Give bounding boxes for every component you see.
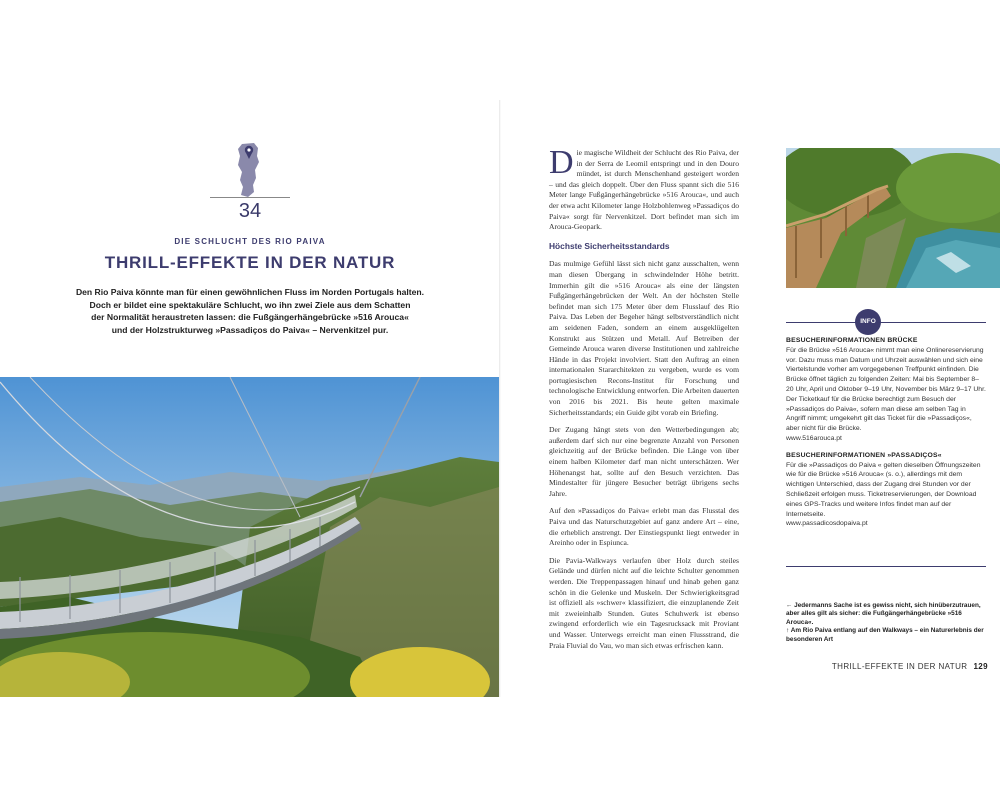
intro-line: der Normalität heraustreten lassen: die Fußgängerhängebrücke »516 Arouca« bbox=[91, 312, 409, 322]
page-title: THRILL-EFFEKTE IN DER NATUR bbox=[104, 253, 396, 272]
caption-line: ↑ Am Rio Paiva entlang auf den Walkways – ein Naturerlebnis der besonderen Art bbox=[786, 627, 984, 643]
info-url[interactable]: www.passadicosdopaiva.pt bbox=[786, 520, 868, 528]
photo-caption bbox=[786, 602, 986, 644]
subheading: Höchste Sicherheitsstandards bbox=[549, 240, 670, 251]
info-badge: INFO bbox=[855, 309, 881, 335]
info-heading: BESUCHERINFORMATIONEN BRÜCKE bbox=[786, 337, 918, 344]
info-text: Für die »Passadiços do Paiva « gelten dieselben Öffnungszeiten wie für die Brücke »516 Arouca« (s. o.), allerdings mit dem wichtigen Unterschied, dass der Zugang drei Stunden vor der Schließzeit erfolgen muss. Ticketreservierungen, der Download eines GPS-Tracks und weitere Infos findet man auf der Internetseite. www.passadicosdopaiva.pt bbox=[786, 461, 981, 528]
intro-text bbox=[60, 286, 440, 336]
paragraph: Die Pavia-Walkways verlaufen über Holz durch steiles Gelände und dürfen nicht auf die leichte Schulter genommen werden. Die Treppenpassagen hinauf und hinab gehen ganz schön in die Gelenke und Muskeln. Der Schwierigkeitsgrad ist offiziell als »schwer« klassifiziert, die einzuplanende Zeit mit zweieinhalb Stunden. Gutes Schuhwerk ist ebenso zwingend erforderlich wie ein Tagesrucksack mit Proviant und Wasser. Unterwegs erreicht man einen Flussstrand, die Praia Fluvial do Vau, wo man sich etwas erfrischen kann. bbox=[549, 555, 739, 650]
paragraph: Der Zugang hängt stets von den Wetterbedingungen ab; außerdem darf sich nur eine begrenzte Anzahl von Personen gleichzeitig auf der Brücke befinden. Die Länge von über einem halben Kilometer darf man nicht unterschätzen. Wer Höhenangst hat, sollte auf den Besuch verzichten. Das Mindestalter für jüngere Besucher beträgt übrigens sechs Jahre. bbox=[549, 425, 739, 498]
page-footer bbox=[820, 662, 988, 671]
paragraph: Die magische Wildheit der Schlucht des Rio Paiva, der in der Serra de Leomil entspringt und in den Douro mündet, ist durch Menschenhand gesteigert worden – und das gleich doppelt. Über den Fluss spannt sich die 516 Meter lange Fußgängerhängebrücke »516 Arouca«, und auch der etwa acht Kilometer lange Holzbohlenweg »Passadiços do Paiva« sorgt für Nervenkitzel. Dort befindet man sich im Arouca-Geopark. bbox=[549, 144, 739, 232]
info-heading: BESUCHERINFORMATIONEN »PASSADIÇOS« bbox=[786, 451, 942, 459]
intro-line: Doch er bildet eine spektakuläre Schlucht, wo ihn zwei Ziele aus dem Schatten bbox=[89, 299, 411, 310]
chapter-rule bbox=[210, 197, 290, 198]
portugal-map-icon bbox=[228, 140, 268, 200]
chapter-number: 34 bbox=[238, 200, 262, 222]
book-spread bbox=[0, 100, 1000, 697]
info-rule-bottom bbox=[786, 566, 986, 567]
info-url[interactable]: www.516arouca.pt bbox=[786, 434, 842, 442]
suspension-bridge-photo bbox=[0, 377, 499, 697]
walkway-photo bbox=[786, 148, 1000, 288]
article-column bbox=[549, 144, 739, 658]
intro-line: Den Rio Paiva könnte man für einen gewöhnlichen Fluss im Norden Portugals halten. bbox=[75, 287, 425, 297]
kicker: DIE SCHLUCHT DES RIO PAIVA bbox=[174, 237, 326, 246]
caption-line: ← Jedermanns Sache ist es gewiss nicht, sich hinüberzutrauen, aber alles gilt als sicher: die Fußgängerhängebrücke »516 Arouca«. bbox=[786, 602, 981, 626]
drop-cap: D bbox=[549, 144, 574, 181]
info-text: Für die Brücke »516 Arouca« nimmt man eine Onlinereservierung vor. Dazu muss man Datum und Uhrzeit auswählen und sich eine Viertelstunde vorher am vorgegebenen Treffpunkt einfinden. Die Brücke öffnet täglich zu folgenden Zeiten: Mai bis September 8–20 Uhr, April und Oktober 9–19 Uhr, November bis März 9–17 Uhr. Der Ticketkauf für die Brücke berechtigt zum Besuch der »Passadiços do Paiva«, sofern man diese am selben Tag in Angriff nimmt; umgekehrt gilt das Ticket für die »Passadiços«, aber nicht für die Brücke. www.516arouca.pt bbox=[786, 346, 986, 442]
page-number: 129 bbox=[973, 662, 988, 671]
intro-line: und der Holzstrukturweg »Passadiços do Paiva« – Nervenkitzel pur. bbox=[111, 324, 389, 335]
info-rule-top bbox=[786, 322, 986, 323]
paragraph: Auf den »Passadiços do Paiva« erlebt man das Flusstal des Paiva und das Naturschutzgebiet auf ganz andere Art – eine, die erheblich anstrengt. Der Einstiegspunkt liegt entweder in Areinho oder in Espiunca. bbox=[549, 506, 739, 548]
running-title: THRILL-EFFEKTE IN DER NATUR bbox=[831, 662, 968, 671]
info-box bbox=[786, 336, 986, 536]
paragraph: Das mulmige Gefühl lässt sich nicht ganz ausschalten, wenn man diesen Übergang in schwindelnder Höhe betritt. Immerhin gilt die »516 Arouca« als eine der längsten Fußgängerhängebrücken der Welt. An der höchsten Stelle befindet man sich 175 Meter über dem Flusslauf des Rio Paiva. Das Leben der Begeher hängt selbstverständlich nicht am seidenen Faden, sondern an einem ausgeklügelten Konstrukt aus Stützen und Metall. Auf Betreiben der Gemeinde Arouca waren diverse Institutionen und zahlreiche Hände in das Projekt involviert. Statt den Auftrag an einen internationalen Stararchitekten zu vergeben, wurde es vom portugiesischen Recons-Institut für Forschung und technologische Entwicklung entworfen. Die Arbeiten dauerten von 2016 bis 2021. Bis heute gelten maximale Sicherheitsstandards; ein Guide gibt vorab ein Briefing. bbox=[549, 259, 739, 417]
page-gutter bbox=[499, 100, 501, 697]
